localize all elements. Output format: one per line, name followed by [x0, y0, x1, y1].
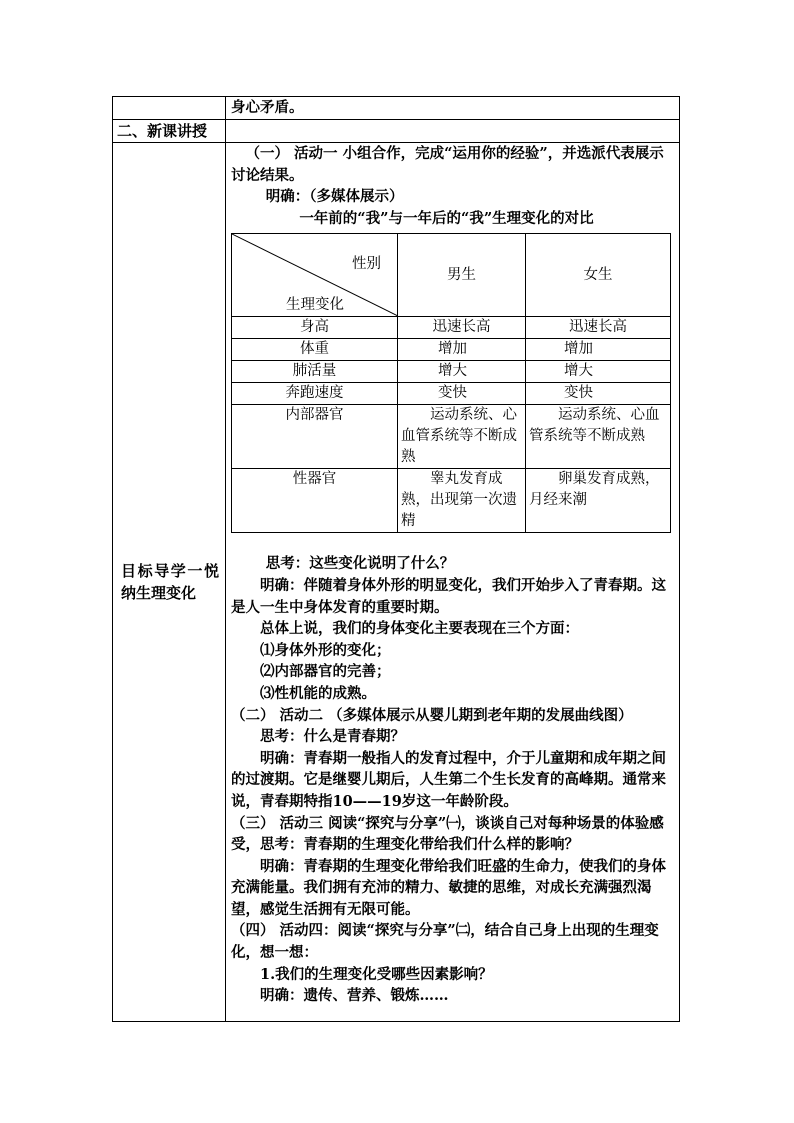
header-male: 男生	[398, 234, 526, 317]
row-item: 身高	[232, 317, 398, 339]
row-2	[113, 120, 680, 143]
row-male: 增加	[398, 339, 526, 361]
comparison-row	[232, 361, 671, 383]
aspect-1: ⑴身体外形的变化；	[260, 641, 391, 659]
header-change-label: 生理变化	[286, 297, 344, 314]
row-male: 运动系统、心血管系统等不断成熟	[398, 405, 526, 469]
row-male: 变快	[398, 383, 526, 405]
comparison-row	[232, 405, 671, 469]
comparison-table	[231, 233, 671, 533]
row-1-text: 身心矛盾。	[231, 99, 304, 116]
row-1	[113, 97, 680, 120]
activity-4-text: （四） 活动四：阅读“探究与分享”㈡，结合自己身上出现的生理变化，想一想：	[231, 922, 659, 962]
clarify-media: 明确：（多媒体展示）	[265, 188, 404, 206]
header-female: 女生	[526, 234, 671, 317]
lesson-plan-table	[112, 96, 680, 1022]
row-2-left-cell	[113, 120, 226, 143]
diagonal-header-cell	[232, 234, 398, 317]
row-1-left-cell	[113, 97, 226, 120]
row-2-right-cell	[226, 120, 680, 143]
row-female: 卵巢发育成熟，月经来潮	[526, 469, 671, 533]
clarify-4: 明确：遗传、营养、锻炼……	[260, 987, 449, 1005]
row-item: 体重	[232, 339, 398, 361]
question-1: 1.我们的生理变化受哪些因素影响？	[260, 965, 493, 983]
row-item: 奔跑速度	[232, 383, 398, 405]
row-3-left-cell	[113, 143, 226, 1022]
objective-label: 目标导学一悦纳生理变化	[121, 562, 219, 602]
table-title: 一年前的“我”与一年后的“我”生理变化的对比	[299, 209, 594, 227]
think-1: 思考：这些变化说明了什么？	[265, 555, 455, 573]
activity-1-text: （一） 活动一 小组合作，完成“运用你的经验”，并选派代表展示讨论结果。	[231, 145, 664, 184]
clarify-2: 明确：青春期一般指人的发育过程中，介于儿童期和成年期之间的过渡期。它是继婴儿期后，人生第二个生长发育的高峰期。通常来说，青春期特指10——19岁这一年龄阶段。	[231, 749, 666, 810]
comparison-row	[232, 469, 671, 533]
row-male: 迅速长高	[398, 317, 526, 339]
row-1-right-cell	[226, 97, 680, 120]
comparison-row	[232, 317, 671, 339]
row-3-right-cell	[226, 143, 680, 1022]
comparison-row	[232, 339, 671, 361]
row-female: 变快	[526, 383, 671, 405]
think-2: 思考：什么是青春期？	[260, 728, 405, 746]
activity-2-text: （二） 活动二 （多媒体展示从婴儿期到老年期的发展曲线图）	[231, 706, 633, 724]
row-item: 性器官	[232, 469, 398, 533]
row-male: 增大	[398, 361, 526, 383]
row-female: 增大	[526, 361, 671, 383]
activity-3-text: （三） 活动三 阅读“探究与分享”㈠，谈谈自己对每种场景的体验感受，思考：青春期的生理变化带给我们什么样的影响？	[231, 814, 664, 854]
comparison-header-row	[232, 234, 671, 317]
row-male: 睾丸发育成熟，出现第一次遗精	[398, 469, 526, 533]
summary-intro: 总体上说，我们的身体变化主要表现在三个方面：	[260, 620, 579, 638]
clarify-1: 明确：伴随着身体外形的明显变化，我们开始步入了青春期。这是人一生中身体发育的重要时期。	[231, 576, 666, 616]
row-female: 迅速长高	[526, 317, 671, 339]
header-gender-label: 性别	[352, 256, 381, 273]
row-female: 增加	[526, 339, 671, 361]
row-item: 内部器官	[232, 405, 398, 469]
row-female: 运动系统、心血管系统等不断成熟	[526, 405, 671, 469]
row-3	[113, 143, 680, 1022]
row-item: 肺活量	[232, 361, 398, 383]
aspect-2: ⑵内部器官的完善；	[260, 663, 391, 681]
comparison-row	[232, 383, 671, 405]
section-title: 二、新课讲授	[117, 122, 208, 140]
aspect-3: ⑶性机能的成熟。	[260, 684, 376, 702]
clarify-3: 明确：青春期的生理变化带给我们旺盛的生命力，使我们的身体充满能量。我们拥有充沛的精力、敏捷的思维，对成长充满强烈渴望，感觉生活拥有无限可能。	[231, 857, 666, 918]
